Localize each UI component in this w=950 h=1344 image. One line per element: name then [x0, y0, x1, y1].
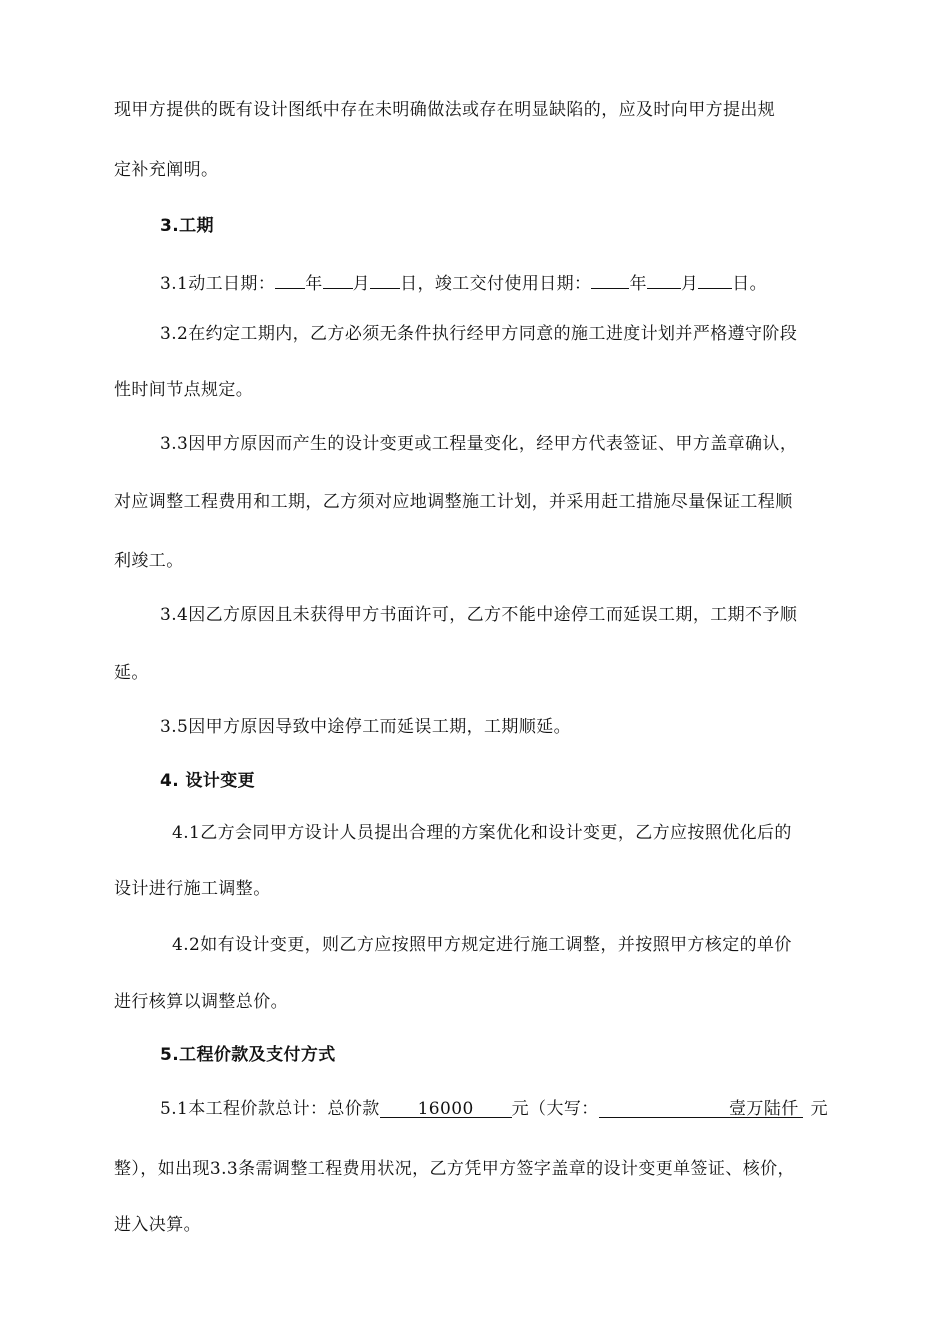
month-label: 月	[352, 274, 371, 294]
blank-end-year	[591, 268, 629, 289]
paragraph-line: 进行核算以调整总价。	[114, 992, 288, 1012]
paragraph-line: 设计进行施工调整。	[114, 879, 271, 899]
section-3-heading: 3.工期	[160, 216, 214, 236]
paragraph-line: 3.2在约定工期内，乙方必须无条件执行经甲方同意的施工进度计划并严格遵守阶段	[160, 324, 798, 344]
year-label: 年	[305, 274, 323, 294]
paragraph-line: 3.5因甲方原因导致中途停工而延误工期，工期顺延。	[160, 717, 572, 737]
paragraph-line: 延。	[114, 663, 149, 683]
paragraph-line: 利竣工。	[114, 551, 184, 571]
paragraph-line: 现甲方提供的既有设计图纸中存在未明确做法或存在明显缺陷的，应及时向甲方提出规	[114, 100, 776, 120]
blank-start-month	[323, 268, 353, 289]
paragraph-line: 4.2如有设计变更，则乙方应按照甲方规定进行施工调整，并按照甲方核定的单价	[172, 935, 792, 955]
blank-start-year	[275, 268, 305, 289]
completion-date-label: 日，竣工交付使用日期：	[400, 274, 592, 294]
blank-start-day	[370, 268, 400, 289]
item-5-1-price	[160, 1097, 828, 1121]
year-label: 年	[629, 274, 647, 294]
item-3-1-start-dates	[160, 268, 767, 296]
section-4-heading: 4. 设计变更	[160, 771, 256, 791]
day-label: 日。	[732, 274, 768, 294]
item-5-1-prefix: 5.1本工程价款总计：总价款	[160, 1099, 380, 1119]
item-3-1-label: 3.1动工日期：	[160, 274, 276, 294]
blank-end-month	[647, 268, 681, 289]
paragraph-line: 性时间节点规定。	[114, 380, 254, 400]
paragraph-line: 3.4因乙方原因且未获得甲方书面许可，乙方不能中途停工而延误工期，工期不予顺	[160, 605, 798, 625]
total-amount: 16000	[380, 1097, 512, 1118]
paragraph-line: 整），如出现3.3条需调整工程费用状况，乙方凭甲方签字盖章的设计变更单签证、核价，	[114, 1159, 795, 1179]
blank-end-day	[698, 268, 732, 289]
paragraph-line: 4.1乙方会同甲方设计人员提出合理的方案优化和设计变更，乙方应按照优化后的	[172, 823, 792, 843]
section-5-heading: 5.工程价款及支付方式	[160, 1045, 336, 1065]
paragraph-line: 进入决算。	[114, 1215, 201, 1235]
paragraph-line: 3.3因甲方原因而产生的设计变更或工程量变化，经甲方代表签证、甲方盖章确认，	[160, 434, 798, 454]
amount-words-open: 元（大写：	[511, 1099, 599, 1119]
paragraph-line: 对应调整工程费用和工期，乙方须对应地调整施工计划，并采用赶工措施尽量保证工程顺	[114, 492, 793, 512]
month-label: 月	[680, 274, 699, 294]
amount-in-words: 壹万陆仟	[599, 1097, 803, 1118]
paragraph-line: 定补充阐明。	[114, 160, 219, 180]
amount-words-close: 元	[810, 1099, 829, 1119]
